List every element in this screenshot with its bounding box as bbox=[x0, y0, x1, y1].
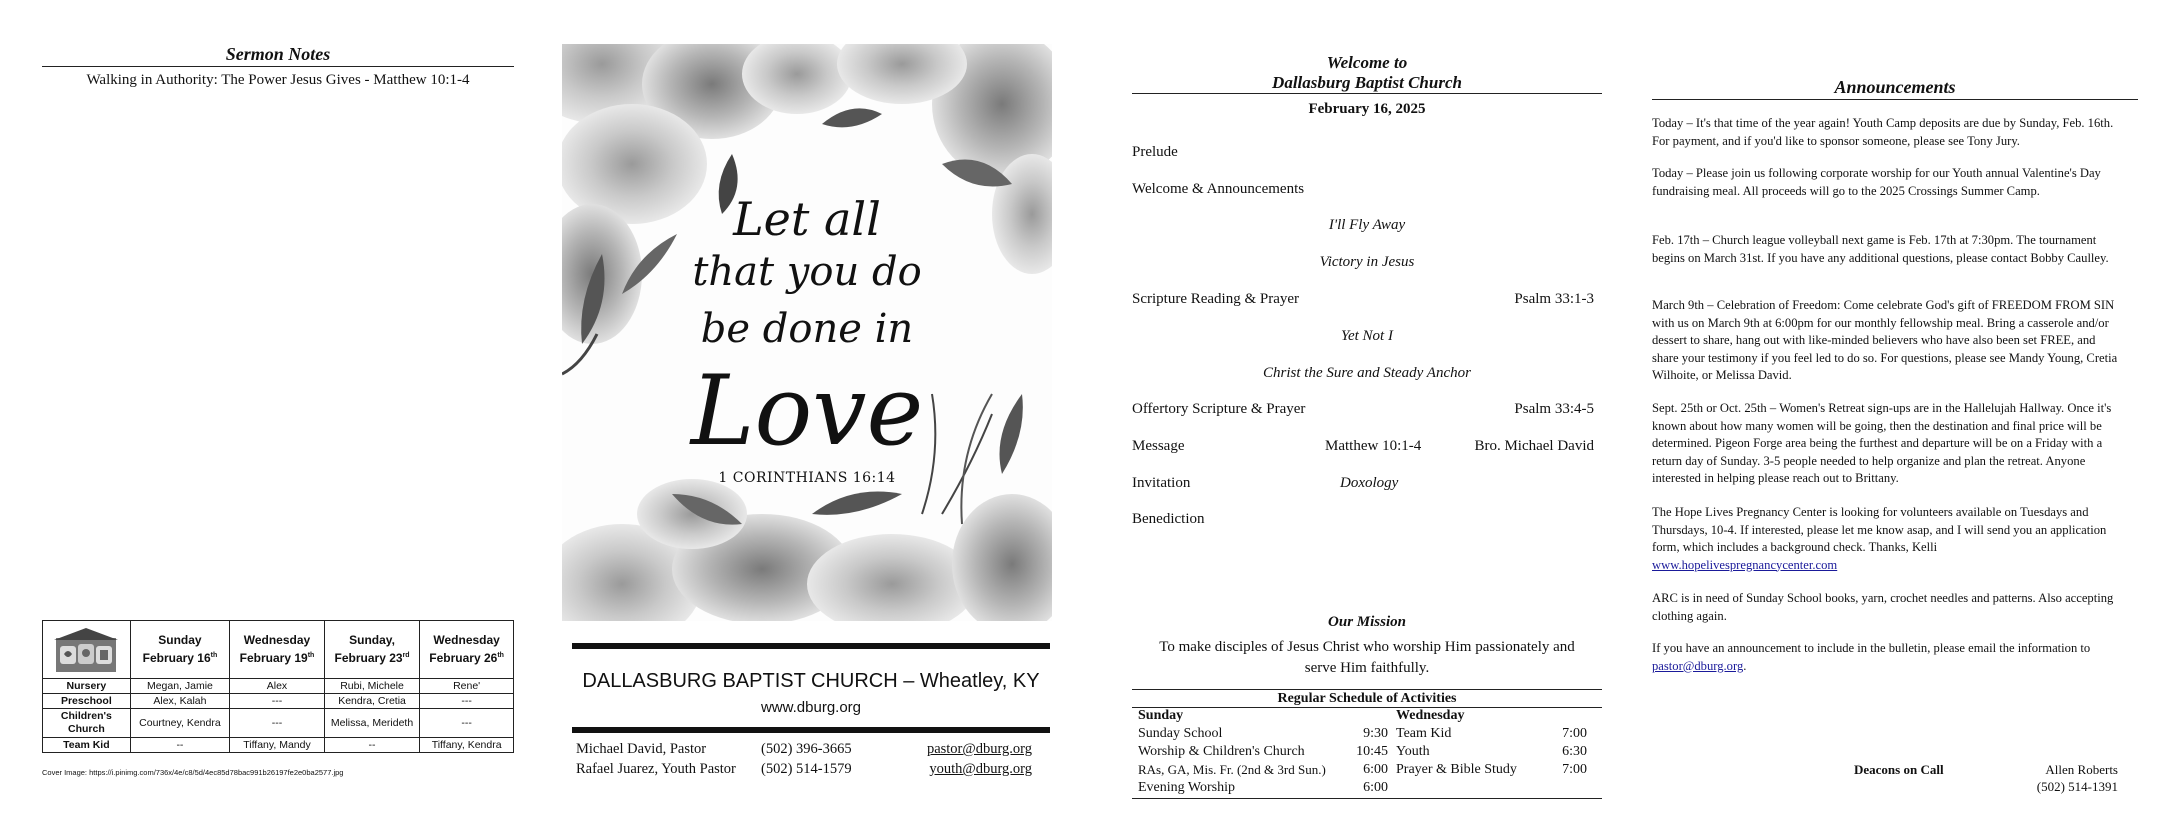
roster-header-suffix: th bbox=[210, 652, 218, 659]
order-item-speaker: Bro. Michael David bbox=[1474, 438, 1594, 454]
contact-name: Michael David, Pastor bbox=[576, 741, 707, 757]
cover-script-line2: that you do bbox=[692, 249, 922, 295]
schedule-item-name: Youth bbox=[1396, 744, 1430, 759]
sermon-notes-panel bbox=[42, 0, 514, 823]
divider-bar-top bbox=[572, 643, 1050, 649]
roster-row-childrens-church bbox=[43, 709, 514, 738]
sermon-notes-title: Sermon Notes bbox=[42, 44, 514, 67]
church-logo-icon bbox=[54, 626, 118, 674]
roster-cell: --- bbox=[420, 694, 514, 709]
roster-header-3 bbox=[324, 621, 419, 679]
announcement-6-text: The Hope Lives Pregnancy Center is looking for volunteers available on Tuesdays and Thursdays, 10-4. If interested, please let me know asap, and I will send you an application form, which includes a background check. Thanks, Kelli bbox=[1652, 505, 2107, 554]
schedule-item-time: 9:30 bbox=[1363, 726, 1388, 741]
roster-row-team-kid bbox=[43, 738, 514, 753]
roster-header-day: Sunday bbox=[158, 633, 202, 647]
contact-phone: (502) 514-1579 bbox=[761, 761, 852, 777]
announcement-2: Today – Please join us following corporate worship for our Youth annual Valentine's Day fundraising meal. All proceeds will go to the 2025 Crossings Summer Camp. bbox=[1652, 166, 2101, 198]
order-item-label: Invitation bbox=[1132, 475, 1191, 491]
schedule-item-name: RAs, GA, Mis. Fr. (2nd & 3rd Sun.) bbox=[1138, 762, 1326, 777]
cover-script-line3: be done in bbox=[700, 306, 914, 352]
order-item-ref: Matthew 10:1-4 bbox=[1325, 438, 1422, 454]
roster-cell: Kendra, Cretia bbox=[324, 694, 419, 709]
roster-cell: Alex bbox=[230, 679, 325, 694]
order-of-worship-panel bbox=[1132, 0, 1602, 823]
announcement-5: Sept. 25th or Oct. 25th – Women's Retreat sign-ups are in the Hallelujah Hallway. Once it's known about how many women will be going, then the destination and final price will be determined. Pigeon Forge area being the furthest and departure will be on a Friday with a return day of Sunday. 3-5 people needed to help organize and plan the retreat. Anyone interested in helping please reach out to Brittany. bbox=[1652, 401, 2112, 485]
announcement-8-text: If you have an announcement to include in the bulletin, please email the information to bbox=[1652, 641, 2091, 655]
roster-header-day: Sunday, bbox=[349, 633, 395, 647]
roster-cell: --- bbox=[230, 694, 325, 709]
roster-header-2 bbox=[230, 621, 325, 679]
schedule-item-time: 6:00 bbox=[1363, 780, 1388, 795]
schedule-title: Regular Schedule of Activities bbox=[1132, 689, 1602, 708]
roster-cell: Courtney, Kendra bbox=[130, 709, 229, 738]
mission-title: Our Mission bbox=[1328, 614, 1406, 630]
order-item-label: Scripture Reading & Prayer bbox=[1132, 291, 1300, 307]
order-item-label: Offertory Scripture & Prayer bbox=[1132, 401, 1306, 417]
pregnancy-center-link[interactable]: www.hopelivespregnancycenter.com bbox=[1652, 557, 1838, 572]
roster-header-1 bbox=[130, 621, 229, 679]
cover-image-credit: Cover Image: https://i.pinimg.com/736x/4e/c8/5d/4ec85d78bac991b26197fe2e0ba2577.jpg bbox=[42, 768, 344, 777]
announcement-3: Feb. 17th – Church league volleyball next game is Feb. 17th at 7:30pm. The tournament begins on March 31st. If you have any additional questions, please contact Bobby Caulley. bbox=[1652, 233, 2109, 265]
order-item-ref: Psalm 33:1-3 bbox=[1514, 291, 1594, 307]
roster-cell: -- bbox=[130, 738, 229, 753]
roster-cell: Rene' bbox=[420, 679, 514, 694]
order-item-label: Message bbox=[1132, 438, 1185, 454]
roster-cell: --- bbox=[420, 709, 514, 738]
order-item-label: Benediction bbox=[1132, 511, 1205, 527]
roster-cell: Rubi, Michele bbox=[324, 679, 419, 694]
roster-header-date: February 26 bbox=[429, 651, 498, 665]
roster-header-date: February 23 bbox=[334, 651, 403, 665]
welcome-heading bbox=[1132, 53, 1602, 94]
contact-email-link[interactable]: pastor@dburg.org bbox=[926, 741, 1032, 757]
deacon-name: Allen Roberts bbox=[2045, 762, 2118, 777]
order-song-4: Christ the Sure and Steady Anchor bbox=[1263, 365, 1471, 381]
schedule-item-time: 6:30 bbox=[1562, 744, 1587, 759]
deacon-phone: (502) 514-1391 bbox=[2036, 779, 2118, 794]
roster-logo-cell bbox=[43, 621, 131, 679]
schedule-item-name: Worship & Children's Church bbox=[1138, 744, 1305, 759]
mission-text: To make disciples of Jesus Christ who worship Him passionately and serve Him faithfully. bbox=[1159, 639, 1575, 676]
roster-header-suffix: rd bbox=[402, 652, 410, 659]
cover-panel bbox=[562, 0, 1052, 823]
roster-cell: Tiffany, Kendra bbox=[420, 738, 514, 753]
roster-header-day: Wednesday bbox=[243, 633, 311, 647]
contact-email-link[interactable]: youth@dburg.org bbox=[929, 761, 1032, 777]
roster-header-suffix: th bbox=[307, 652, 315, 659]
announcement-8 bbox=[1652, 640, 2118, 675]
schedule-item-name: Prayer & Bible Study bbox=[1396, 762, 1517, 777]
church-name-line: DALLASBURG BAPTIST CHURCH – Wheatley, KY bbox=[582, 670, 1040, 692]
order-song-2: Victory in Jesus bbox=[1319, 254, 1415, 270]
order-item-song: Doxology bbox=[1340, 475, 1399, 491]
deacons-label: Deacons on Call bbox=[1854, 762, 1944, 777]
order-item-ref: Psalm 33:4-5 bbox=[1514, 401, 1594, 417]
roster-cell: --- bbox=[230, 709, 325, 738]
service-date: February 16, 2025 bbox=[1308, 101, 1426, 117]
cover-image bbox=[562, 44, 1052, 621]
church-website: www.dburg.org bbox=[760, 699, 862, 716]
order-song-1: I'll Fly Away bbox=[1328, 217, 1406, 233]
roster-cell: Melissa, Merideth bbox=[324, 709, 419, 738]
roster-header-suffix: th bbox=[497, 652, 504, 659]
order-item-label: Welcome & Announcements bbox=[1132, 181, 1305, 197]
roster-header-date: February 16 bbox=[142, 651, 211, 665]
contact-name: Rafael Juarez, Youth Pastor bbox=[576, 761, 736, 777]
cover-script-love: Love bbox=[690, 355, 924, 467]
schedule-item-name: Evening Worship bbox=[1138, 780, 1235, 795]
cover-verse: 1 CORINTHIANS 16:14 bbox=[718, 470, 896, 486]
roster-row-label: Children's Church bbox=[43, 709, 131, 738]
schedule-item-time: 6:00 bbox=[1363, 762, 1388, 777]
roster-cell: -- bbox=[324, 738, 419, 753]
announcements-panel bbox=[1652, 0, 2138, 823]
order-welcome-announcements bbox=[1132, 181, 1602, 201]
roster-header-row bbox=[43, 621, 514, 679]
roster-row-preschool bbox=[43, 694, 514, 709]
schedule-item-name: Sunday School bbox=[1138, 726, 1223, 741]
roster-row-label: Preschool bbox=[43, 694, 131, 709]
order-message bbox=[1132, 438, 1602, 458]
order-prelude bbox=[1132, 144, 1602, 164]
schedule-item-name: Team Kid bbox=[1396, 726, 1452, 741]
welcome-line2: Dallasburg Baptist Church bbox=[1272, 73, 1462, 92]
schedule-item-time: 7:00 bbox=[1562, 762, 1587, 777]
roster-cell: Megan, Jamie bbox=[130, 679, 229, 694]
divider-bar-bottom bbox=[572, 727, 1050, 733]
sermon-title-line: Walking in Authority: The Power Jesus Gives - Matthew 10:1-4 bbox=[86, 72, 470, 88]
order-benediction bbox=[1132, 511, 1602, 531]
order-invitation bbox=[1132, 475, 1602, 495]
order-song-3: Yet Not I bbox=[1341, 328, 1393, 344]
nursery-roster-table bbox=[42, 620, 514, 753]
schedule-sunday-label: Sunday bbox=[1138, 708, 1184, 723]
announcement-8-end: . bbox=[1743, 658, 1747, 673]
roster-header-4 bbox=[420, 621, 514, 679]
roster-header-date: February 19 bbox=[239, 651, 308, 665]
roster-header-day: Wednesday bbox=[433, 633, 500, 647]
announcement-6 bbox=[1652, 504, 2118, 574]
roster-row-nursery bbox=[43, 679, 514, 694]
cover-script-line1: Let all bbox=[733, 192, 881, 246]
announcement-1: Today – It's that time of the year again! Youth Camp deposits are due by Sunday, Feb. 16th. For payment, and if you'd like to sponsor someone, please see Tony Jury. bbox=[1652, 116, 2114, 148]
roster-cell: Tiffany, Mandy bbox=[230, 738, 325, 753]
order-item-label: Prelude bbox=[1132, 144, 1178, 160]
schedule-row bbox=[1132, 780, 1602, 799]
announcement-7: ARC is in need of Sunday School books, yarn, crochet needles and patterns. Also accepting clothing again. bbox=[1652, 591, 2114, 623]
schedule-item-time: 7:00 bbox=[1562, 726, 1587, 741]
announcements-title: Announcements bbox=[1652, 77, 2138, 100]
pastor-email-link[interactable]: pastor@dburg.org bbox=[1652, 658, 1744, 673]
roster-row-label: Nursery bbox=[43, 679, 131, 694]
schedule-item-time: 10:45 bbox=[1356, 744, 1388, 759]
order-scripture-reading bbox=[1132, 291, 1602, 311]
welcome-line1: Welcome to bbox=[1326, 53, 1408, 72]
announcement-4: March 9th – Celebration of Freedom: Come celebrate God's gift of FREEDOM FROM SIN with us on March 9th at 6:00pm for our monthly fellowship meal. Bring a casserole and/or dessert to share, hang out with like-minded believers who have also been set FREE, and share your testimony if you feel led to do so. For questions, please see Mandy Young, Cretia Wilhoite, or Melissa David. bbox=[1652, 298, 2118, 382]
schedule-wednesday-label: Wednesday bbox=[1396, 708, 1465, 723]
order-offertory bbox=[1132, 401, 1602, 421]
roster-cell: Alex, Kalah bbox=[130, 694, 229, 709]
roster-row-label: Team Kid bbox=[43, 738, 131, 753]
contact-phone: (502) 396-3665 bbox=[761, 741, 852, 757]
